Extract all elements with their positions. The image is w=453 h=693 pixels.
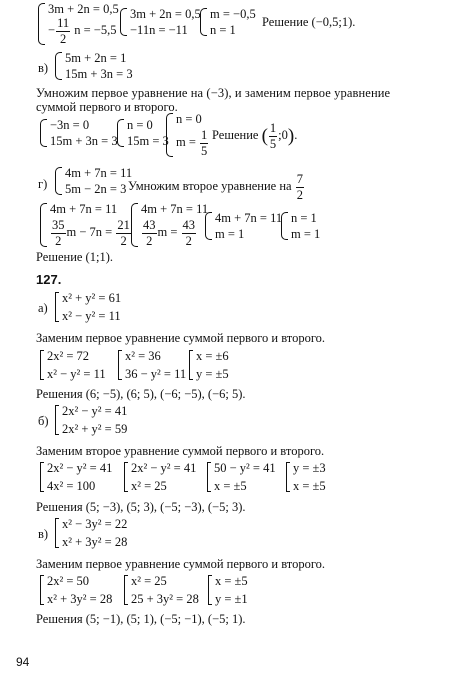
brace [40,350,44,380]
system-row: − $\frac{11}{2}$ n = −5,5 [48,16,117,46]
label-v2: в) [38,527,49,541]
system-row: $\frac{35}{2}$ m − 7n = $\frac{21}{2}$ [52,218,130,248]
system-127a-1 [40,350,106,380]
paragraph-127a: Заменим первое уравнение суммой первого и второго. [36,331,326,345]
brace [207,462,211,492]
system-row: 4m + 7n = 11 [65,166,133,180]
system-row: 15m = 3 [127,133,169,148]
system-row: 4m + 7n = 11 [141,202,209,216]
system-row: n = 0 [176,112,202,126]
brace [55,52,62,80]
system-s3 [55,167,132,195]
page-number: 94 [16,655,30,669]
brace [55,292,59,322]
brace [124,462,128,492]
system-row: −3n = 0 [50,118,90,132]
label-g: г) [38,177,48,191]
system-127b-1 [40,462,112,492]
brace [118,350,122,380]
system-row: 5m − 2n = 3 [65,181,127,196]
system-row: 2x² − y² = 41 [131,461,197,475]
system-row: −11n = −11 [130,22,188,37]
brace [40,462,44,492]
answer-127b: Решения (5; −3), (5; 3), (−5; −3), (−5; 3). [36,500,246,514]
system-row: x² = 25 [131,574,167,588]
answer-s2: Решение ( $\frac{1}{5}$ ;0). [212,121,298,151]
system-row: 50 − y² = 41 [214,461,276,475]
system-row: x² = 25 [131,478,167,493]
system-127c-3 [208,575,248,605]
system-row: y = ±5 [196,366,229,381]
label-a: а) [38,301,48,315]
system-s2-b [117,119,169,147]
brace [38,3,45,45]
problem-number: 127. [36,272,62,287]
system-row: 15m + 3n = 3 [50,133,118,148]
brace [55,518,59,548]
system-127b-4 [286,462,326,492]
system-row: 5m + 2n = 1 [65,51,127,65]
brace [281,212,288,240]
system-row: $\frac{43}{2}$ m = $\frac{43}{2}$ [143,218,196,248]
system-row: x² + 3y² = 28 [62,534,128,549]
system-s2 [55,52,133,80]
system-row: x² − 3y² = 22 [62,517,128,531]
paragraph-127c: Заменим первое уравнение суммой первого и второго. [36,557,326,571]
brace [124,575,128,605]
system-s2-c [166,113,209,157]
system-row: m = $\frac{1}{5}$ [176,128,208,158]
system-row: 2x² = 50 [47,574,90,588]
system-127c-2 [124,575,199,605]
system-row: 2x² − y² = 41 [47,461,113,475]
system-row: m = 1 [291,226,321,241]
system-s3-c [205,212,282,240]
system-row: x = ±5 [214,478,247,493]
system-row: x² = 36 [125,349,161,363]
system-s3-a [40,203,132,247]
brace [189,350,193,380]
system-127b [55,405,127,435]
brace [40,203,47,247]
system-s1-c [200,8,256,36]
system-row: m = 1 [215,226,245,241]
system-127a [55,292,121,322]
system-127a-2 [118,350,186,380]
system-row: 2x² = 72 [47,349,90,363]
brace [117,119,124,147]
system-row: n = 0 [127,118,153,132]
system-s3-b [131,203,208,247]
paragraph-s3: Умножим второе уравнение на $\frac{7}{2}$ [128,172,303,202]
brace [55,167,62,195]
brace [55,405,59,435]
brace [120,8,127,36]
system-127c [55,518,127,548]
system-s2-a [40,119,118,147]
label-b: б) [38,414,49,428]
system-row: 3m + 2n = 0,5 [130,7,201,21]
system-row: x² − y² = 11 [47,366,106,381]
brace [40,119,47,147]
system-row: 4x² = 100 [47,478,96,493]
paragraph-s2-line1: Умножим первое уравнение на (−3), и заменим первое уравнение [36,86,391,100]
system-s3-d [281,212,320,240]
system-row: 25 + 3y² = 28 [131,591,199,606]
system-s1-a [38,3,119,45]
paragraph-s2-line2: суммой первого и второго. [36,100,178,114]
answer-127c: Решения (5; −1), (5; 1), (−5; −1), (−5; 1). [36,612,246,626]
system-row: m = −0,5 [210,7,256,21]
system-row: x² + y² = 61 [62,291,122,305]
answer-s1: Решение (−0,5;1). [262,15,356,29]
system-row: x² + 3y² = 28 [47,591,113,606]
system-row: x = ±5 [293,478,326,493]
system-row: y = ±3 [293,461,326,475]
answer-127a: Решения (6; −5), (6; 5), (−6; −5), (−6; 5). [36,387,246,401]
brace [205,212,212,240]
brace [166,113,173,157]
brace [200,8,207,36]
system-127a-3 [189,350,229,380]
system-row: n = 1 [210,22,236,37]
brace [131,203,138,247]
system-row: 2x² − y² = 41 [62,404,128,418]
paragraph-127b: Заменим второе уравнение суммой первого и второго. [36,444,325,458]
brace [208,575,212,605]
system-row: x = ±5 [215,574,248,588]
system-s1-b [120,8,201,36]
system-row: 4m + 7n = 11 [215,211,283,225]
answer-s3: Решение (1;1). [36,250,113,264]
system-row: 4m + 7n = 11 [50,202,118,216]
system-row: 15m + 3n = 3 [65,66,133,81]
system-row: 36 − y² = 11 [125,366,187,381]
system-row: y = ±1 [215,591,248,606]
system-127b-3 [207,462,276,492]
system-127b-2 [124,462,196,492]
label-v: в) [38,61,49,75]
system-row: x² − y² = 11 [62,308,121,323]
system-row: x = ±6 [196,349,229,363]
system-127c-1 [40,575,112,605]
brace [40,575,44,605]
system-row: 3m + 2n = 0,5 [48,2,119,16]
system-row: 2x² + y² = 59 [62,421,128,436]
system-row: n = 1 [291,211,317,225]
brace [286,462,290,492]
